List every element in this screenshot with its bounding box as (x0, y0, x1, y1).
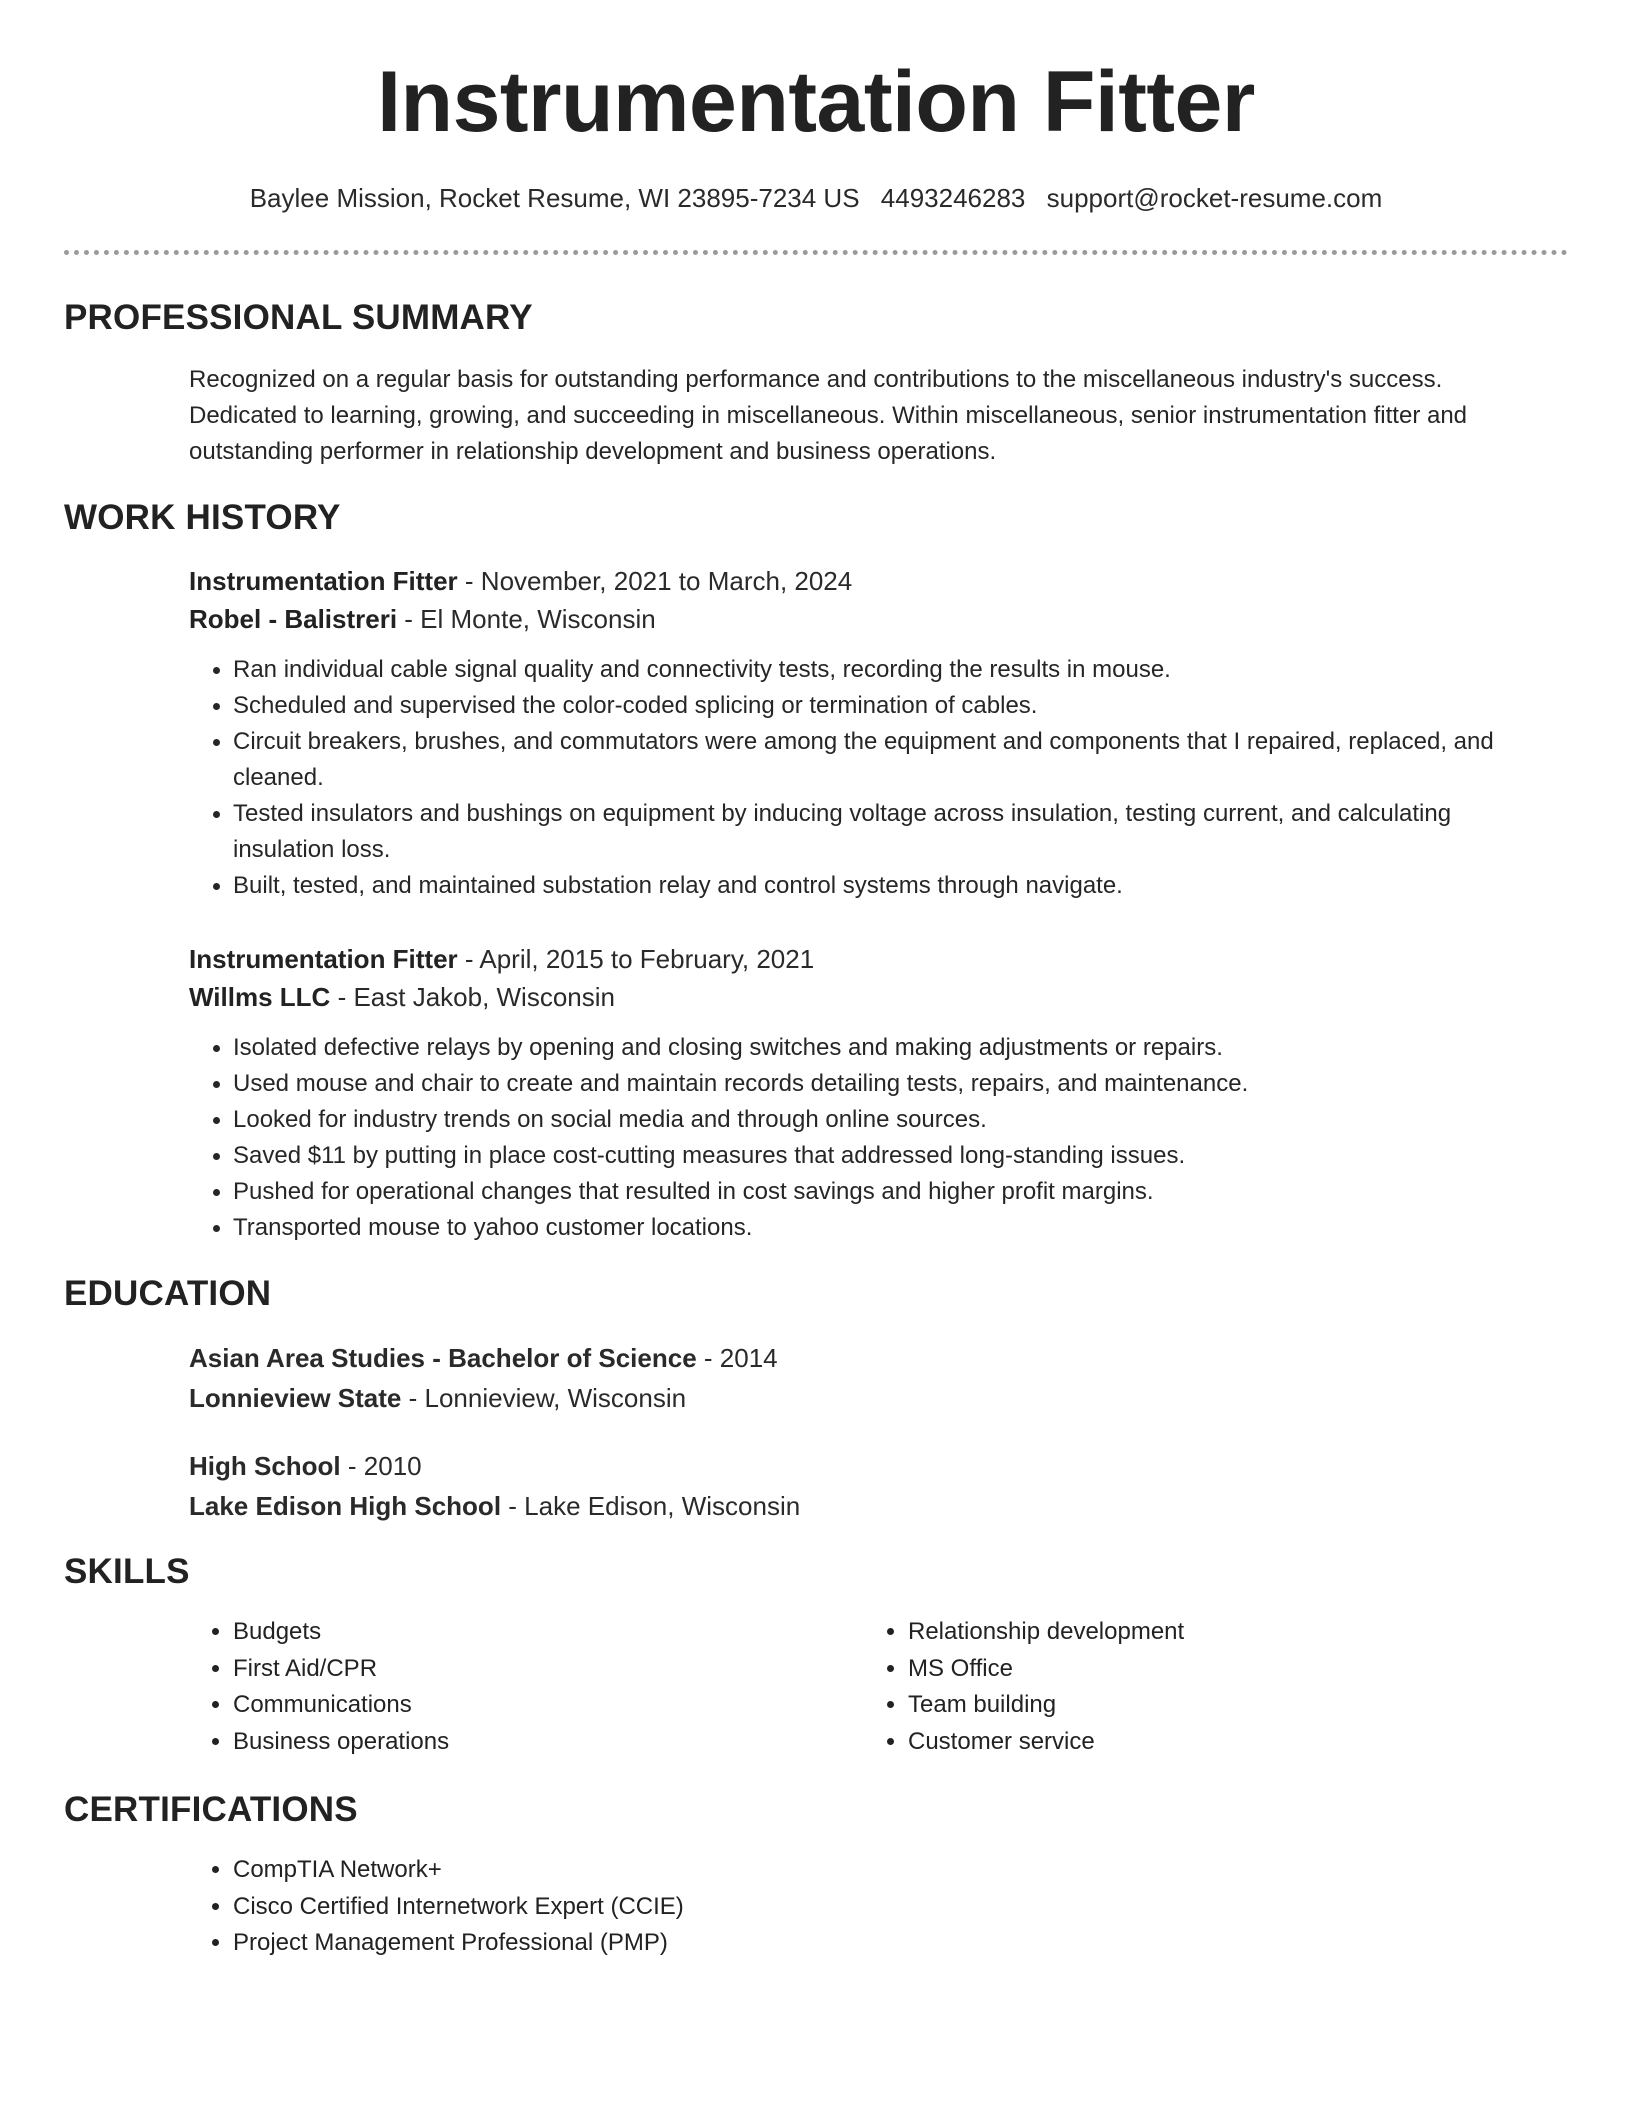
list-item: • Customer service (908, 1724, 1539, 1761)
education-degree-line (189, 1446, 1539, 1486)
summary-text: Recognized on a regular basis for outstanding performance and contributions to the miscellaneous industry's success. Dedicated to learning, growing, and succeeding in miscellaneous. Within miscellaneous, senior instrumentation fitter and outstanding performer in relationship development and business operations. (189, 366, 1468, 465)
section-title-certifications: CERTIFICATIONS (64, 1790, 358, 1829)
list-item: • Business operations (233, 1724, 864, 1761)
job-company-line (189, 978, 1539, 1016)
education-location: - Lonnieview, Wisconsin (408, 1383, 687, 1413)
job-role: Instrumentation Fitter (189, 566, 458, 596)
section-title-education: EDUCATION (64, 1274, 272, 1313)
job-dates: - November, 2021 to March, 2024 (464, 566, 853, 596)
job-entry (189, 562, 1539, 904)
education-degree: Asian Area Studies - Bachelor of Science (189, 1343, 697, 1373)
certifications-list-wrap (189, 1852, 1539, 1962)
list-item: • Scheduled and supervised the color-coded splicing or termination of cables. (233, 688, 1539, 724)
job-role: Instrumentation Fitter (189, 944, 458, 974)
list-item: • Project Management Professional (PMP) (233, 1925, 1539, 1962)
list-item: • MS Office (908, 1651, 1539, 1688)
list-item: • Built, tested, and maintained substation relay and control systems through navigate. (233, 868, 1539, 904)
certifications-list (189, 1852, 1539, 1962)
skills-column-left (189, 1614, 864, 1760)
job-location: - East Jakob, Wisconsin (337, 982, 615, 1012)
job-entry (189, 940, 1539, 1246)
job-title-line (189, 940, 1539, 978)
list-item: • Cisco Certified Internetwork Expert (CCIE) (233, 1889, 1539, 1926)
summary-block (189, 362, 1539, 470)
job-bullets (189, 1030, 1539, 1246)
list-item: • Looked for industry trends on social media and through online sources. (233, 1102, 1539, 1138)
list-item: • Tested insulators and bushings on equipment by inducing voltage across insulation, testing current, and calculating insulation loss. (233, 796, 1539, 868)
section-title-skills: SKILLS (64, 1552, 190, 1591)
education-year: - 2014 (703, 1343, 778, 1373)
list-item: • First Aid/CPR (233, 1651, 864, 1688)
list-item: • Isolated defective relays by opening and closing switches and making adjustments or repairs. (233, 1030, 1539, 1066)
education-degree-line (189, 1338, 1539, 1378)
list-item: • Circuit breakers, brushes, and commutators were among the equipment and components that I repaired, replaced, and cleaned. (233, 724, 1539, 796)
list-item: • Pushed for operational changes that resulted in cost savings and higher profit margins. (233, 1174, 1539, 1210)
education-school-line (189, 1486, 1539, 1526)
education-school: Lake Edison High School (189, 1491, 502, 1521)
education-entry (189, 1338, 1539, 1418)
contact-address: Baylee Mission, Rocket Resume, WI 23895-7234 US (249, 183, 860, 213)
contact-phone: 4493246283 (880, 183, 1026, 213)
list-item: • Communications (233, 1687, 864, 1724)
education-entry (189, 1446, 1539, 1526)
list-item: • Transported mouse to yahoo customer locations. (233, 1210, 1539, 1246)
list-item: • Relationship development (908, 1614, 1539, 1651)
education-location: - Lake Edison, Wisconsin (508, 1491, 801, 1521)
job-bullets (189, 652, 1539, 904)
job-company: Willms LLC (189, 982, 331, 1012)
skills-column-right (864, 1614, 1539, 1760)
list-item: • Budgets (233, 1614, 864, 1651)
job-title-line (189, 562, 1539, 600)
list-item: • Team building (908, 1687, 1539, 1724)
education-year: - 2010 (347, 1451, 422, 1481)
job-dates: - April, 2015 to February, 2021 (464, 944, 815, 974)
education-degree: High School (189, 1451, 341, 1481)
contact-email: support@rocket-resume.com (1046, 183, 1383, 213)
list-item: • Ran individual cable signal quality and connectivity tests, recording the results in mouse. (233, 652, 1539, 688)
job-location: - El Monte, Wisconsin (404, 604, 656, 634)
education-school: Lonnieview State (189, 1383, 402, 1413)
job-company-line (189, 600, 1539, 638)
job-company: Robel - Balistreri (189, 604, 398, 634)
section-title-summary: PROFESSIONAL SUMMARY (64, 298, 533, 337)
header-divider (64, 250, 1568, 255)
education-school-line (189, 1378, 1539, 1418)
list-item: • Saved $11 by putting in place cost-cutting measures that addressed long-standing issues. (233, 1138, 1539, 1174)
list-item: • Used mouse and chair to create and maintain records detailing tests, repairs, and maintenance. (233, 1066, 1539, 1102)
resume-name-title: Instrumentation Fitter (377, 54, 1255, 150)
section-title-work-history: WORK HISTORY (64, 498, 341, 537)
list-item: • CompTIA Network+ (233, 1852, 1539, 1889)
contact-line (0, 180, 1632, 216)
skills-grid (189, 1614, 1539, 1760)
